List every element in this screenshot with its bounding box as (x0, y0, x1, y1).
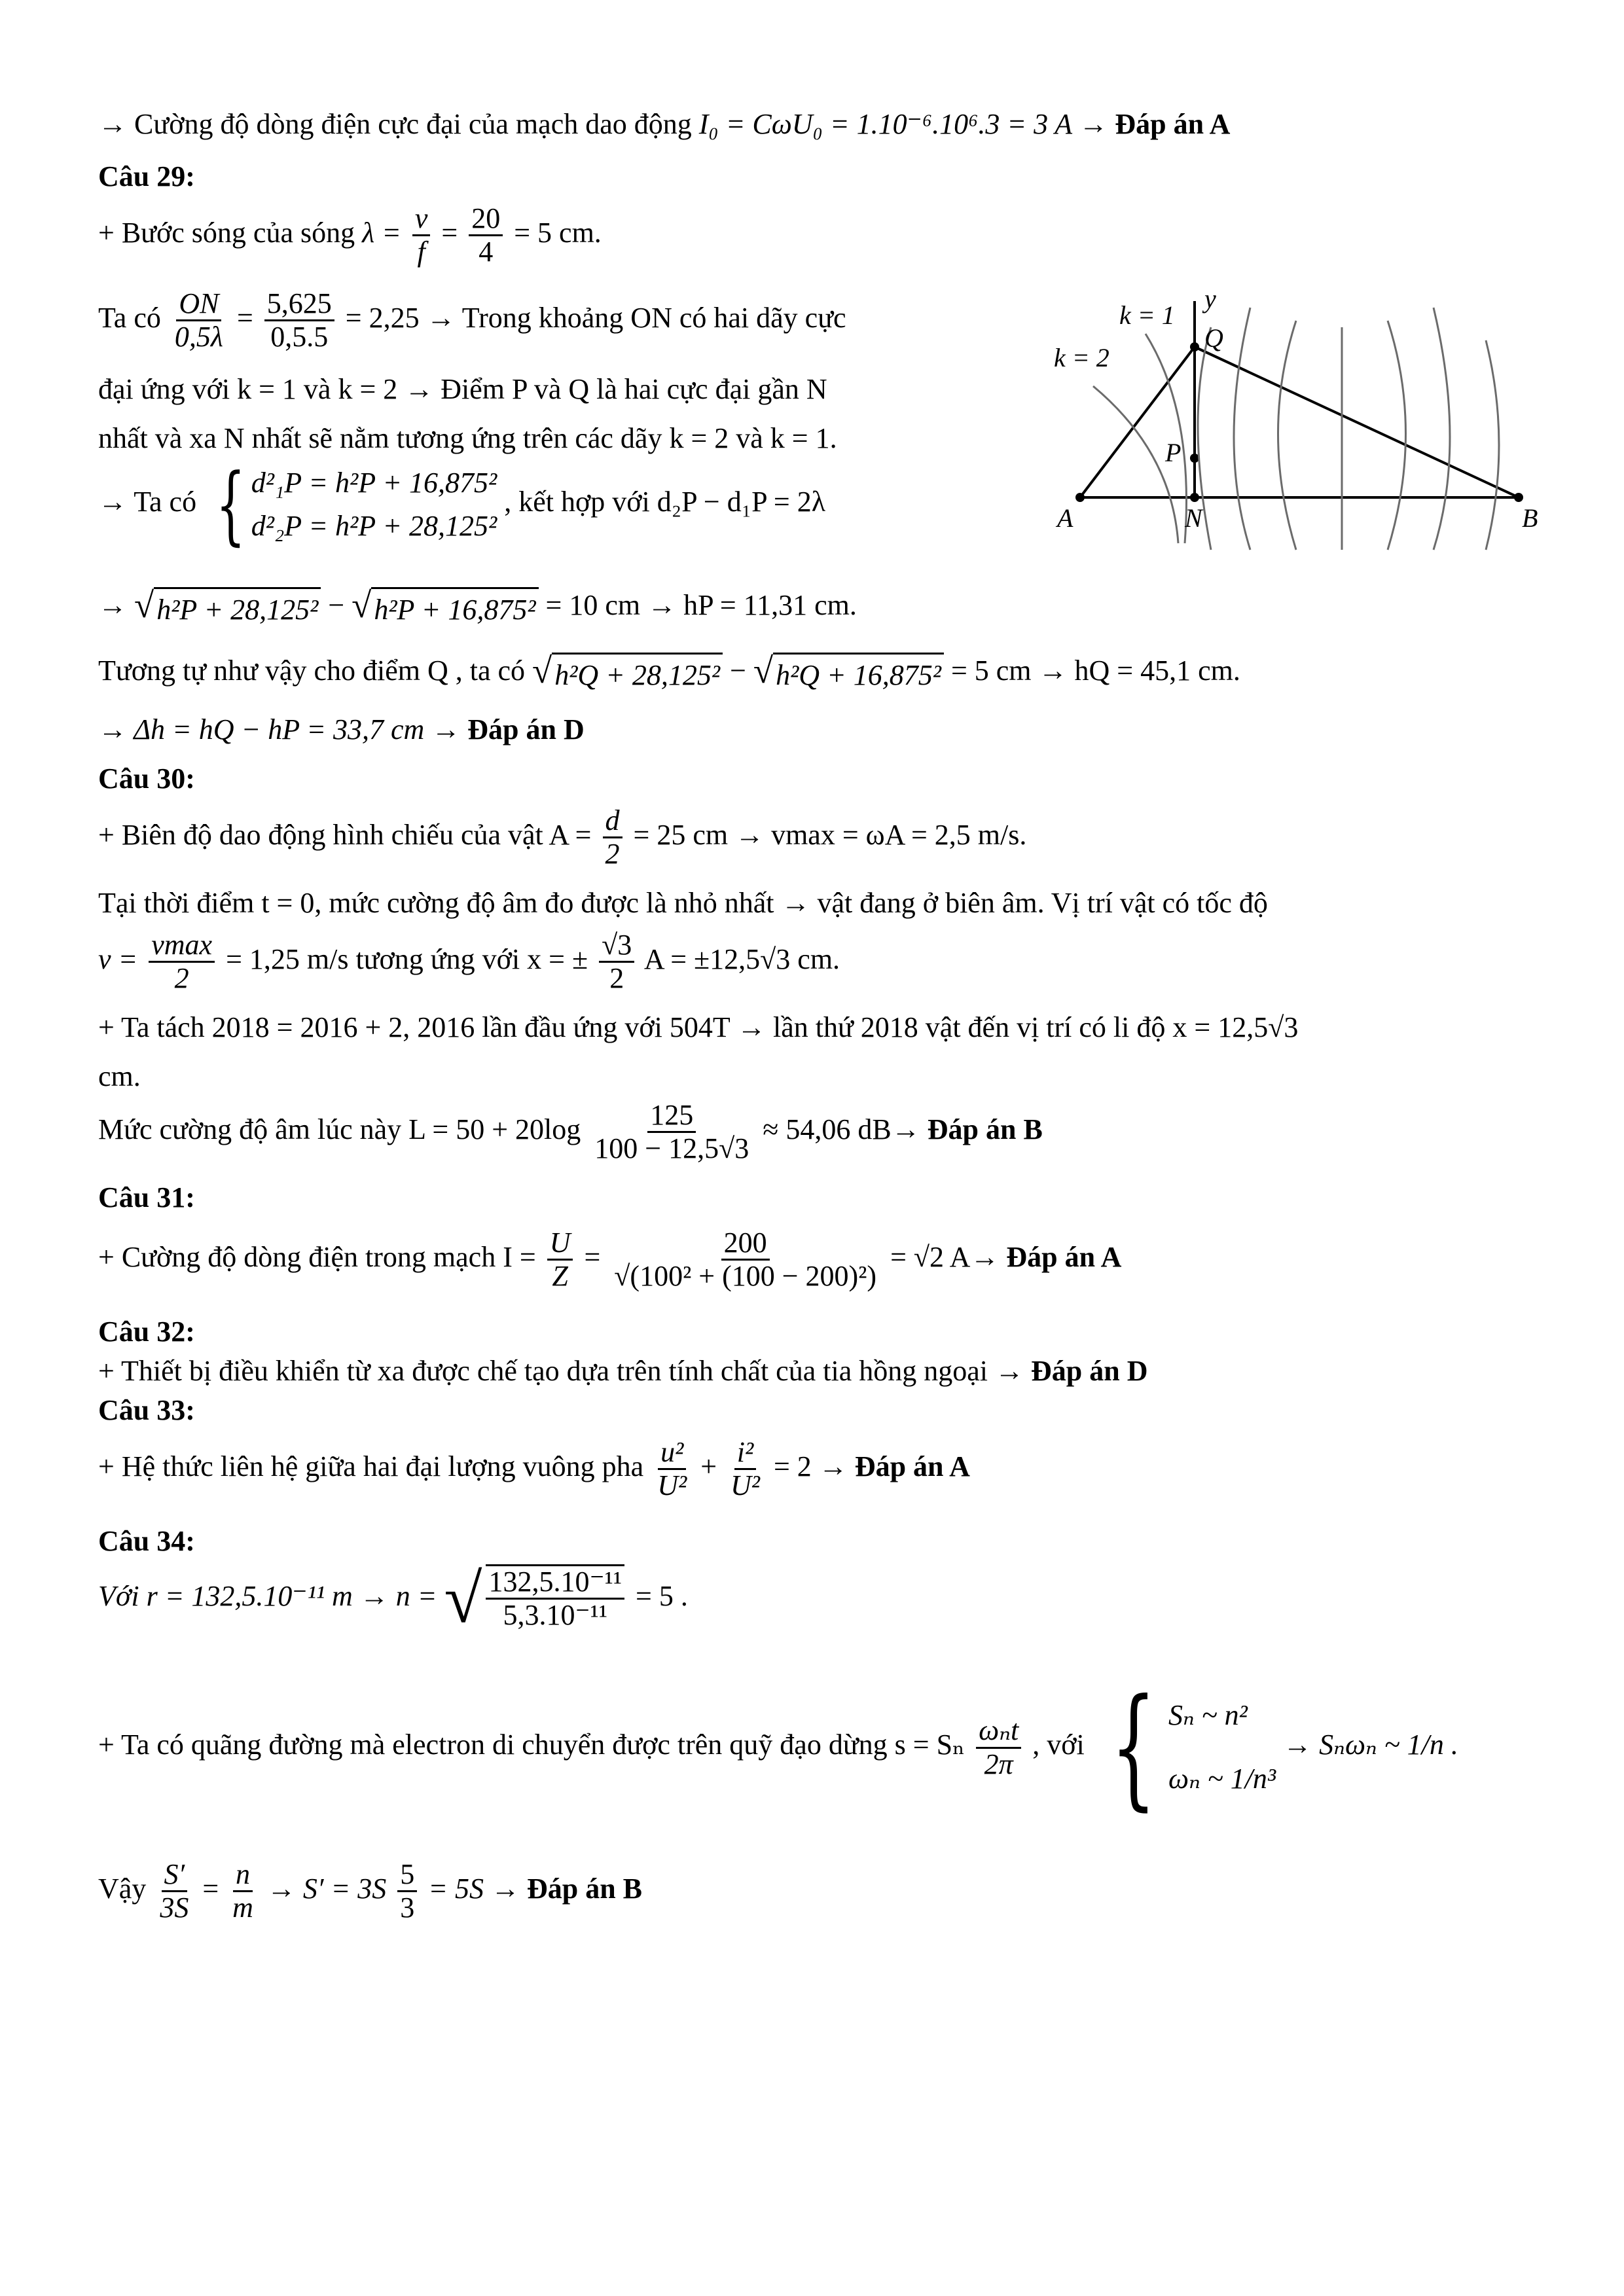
question-heading-30: Câu 30: (98, 762, 195, 795)
operator: − (328, 589, 345, 621)
sqrt: √ h²P + 28,125² (134, 587, 321, 629)
line-maxima-cont: nhất và xa N nhất sẽ nằm tương ứng trên các dãy k = 2 và k = 1. (98, 422, 837, 454)
formula: = 5S → (428, 1872, 520, 1905)
fraction: $\frac{ON}{0,5\lambda}$ (174, 287, 223, 353)
answer-label: Đáp án D (1030, 1355, 1148, 1387)
text: = 2 → (773, 1450, 848, 1482)
text: Ta có (98, 301, 161, 334)
text: + Thiết bị điều khiển từ xa được chế tạo dựa trên tính chất của tia hồng ngoại → (98, 1355, 1024, 1387)
question-heading-33: Câu 33: (98, 1394, 195, 1426)
fraction: $\frac{vmax}{2}$ (149, 929, 215, 995)
equation-system: { Sₙ ~ n² ωₙ ~ 1/n³ (1110, 1671, 1276, 1823)
text: A = ±12,5√3 cm. (643, 942, 840, 975)
fraction: $\frac{200}{\text{√(100² + (100 − 200)²)}}$ (614, 1227, 877, 1293)
line-time-zero: Tại thời điểm t = 0, mức cường độ âm đo được là nhỏ nhất → vật đang ở biên âm. Vị trí vật có tốc độ (98, 887, 1268, 919)
line-wavelength: + Bước sóng của sóng λ = $\frac{v}{f}$ = $\frac{20}{4}$ = 5 cm. (98, 202, 602, 268)
fraction: $\frac{125}{100 - 12,5√3}$ (594, 1099, 749, 1165)
text: + Biên độ dao động hình chiếu của vật A = (98, 818, 592, 851)
hyperbola-curves (1093, 308, 1499, 550)
label-k2: k = 2 (1054, 343, 1110, 372)
operator: − (730, 655, 746, 687)
line-cm: cm. (98, 1060, 141, 1092)
fraction: $\frac{n}{m}$ (232, 1858, 253, 1924)
line-hq (98, 651, 1240, 694)
label-q: Q (1204, 323, 1223, 353)
fraction: $\frac{20}{4}$ (469, 203, 503, 268)
line-sound-level (98, 1100, 1043, 1165)
fraction: $\frac{\text{i²}}{\text{U²}}$ (731, 1436, 760, 1502)
text: = 1,25 m/s tương ứng với x = ± (226, 942, 588, 975)
text: = 5 cm. (514, 216, 602, 249)
formula: I₀ = CωU₀ = 1.10⁻⁶.10⁶.3 = 3 A → (698, 108, 1108, 140)
point-b (1514, 493, 1523, 502)
line-amplitude (98, 805, 1026, 870)
sqrt: √ $\frac{\text{132,5.10⁻¹¹}}{\text{5,3.10⁻¹¹}}$ (444, 1564, 628, 1634)
formula: → Δh = hQ − hP = 33,7 cm → (98, 713, 461, 745)
formula: Với r = 132,5.10⁻¹¹ m → n = (98, 1579, 437, 1612)
fraction: $\frac{d}{2}$ (603, 805, 623, 870)
question-heading-32: Câu 32: (98, 1316, 195, 1348)
fraction: $\frac{v}{f}$ (412, 203, 431, 268)
text: Mức cường độ âm lúc này L = 50 + 20log (98, 1113, 581, 1145)
text: = 10 cm → hP = 11,31 cm. (545, 589, 857, 621)
text: , kết hợp với d₂P − d₁P = 2λ (504, 486, 826, 518)
sqrt: √ h²P + 16,875² (352, 587, 538, 629)
fraction: $\frac{\text{ωₙt}}{2\pi}$ (976, 1715, 1021, 1780)
question-heading-34: Câu 34: (98, 1525, 195, 1557)
line-velocity (98, 929, 840, 995)
fraction: $\frac{5}{3}$ (397, 1859, 417, 1924)
label-k1: k = 1 (1119, 300, 1175, 330)
line-ratio-on: Ta có $\frac{ON}{0,5\lambda}$ = $\frac{5,625}{0,5.5}$ = 2,25 → Trong khoảng ON có hai dãy cực (98, 287, 846, 353)
operator: = (202, 1872, 219, 1905)
formula: v = (98, 942, 138, 975)
answer-label: Đáp án B (526, 1872, 643, 1905)
fraction: $\frac{S'}{3S}$ (160, 1858, 189, 1924)
answer-label: Đáp án A (854, 1450, 970, 1482)
label-a: A (1057, 503, 1074, 533)
text: Tương tự như vậy cho điểm Q , ta có (98, 655, 526, 687)
fraction: $\frac{5,625}{0,5.5}$ (264, 288, 334, 353)
line-distance (98, 1671, 1458, 1823)
point-q (1190, 342, 1199, 351)
label-y: y (1204, 284, 1216, 314)
fraction: $\frac{\text{u²}}{\text{U²}}$ (657, 1436, 687, 1502)
text: + Bước sóng của sóng (98, 216, 355, 249)
line-current-max (98, 105, 1230, 143)
line-delta-h (98, 710, 585, 749)
label-b: B (1522, 503, 1538, 533)
text: = 2,25 → Trong khoảng ON có hai dãy cực (345, 301, 846, 334)
line-system (98, 455, 826, 554)
text: Vậy (98, 1872, 147, 1905)
label-n: N (1185, 503, 1202, 533)
fraction: $\frac{√3}{2}$ (599, 929, 634, 995)
formula: λ = (362, 216, 401, 249)
line-orbit-n (98, 1560, 688, 1637)
line-split-2018: + Ta tách 2018 = 2016 + 2, 2016 lần đầu ứng với 504T → lần thứ 2018 vật đến vị trí có li độ x = 12,5√3 (98, 1011, 1299, 1043)
text: = 5 . (636, 1579, 688, 1612)
sqrt: √ h²Q + 16,875² (753, 653, 944, 694)
line-current: + Cường độ dòng điện trong mạch I = $\frac{U}{Z}$ = $\frac{200}{\text{√(100² + (100 − 200)²)}}$ = √2 A→ Đáp án A (98, 1227, 1122, 1293)
question-heading-29: Câu 29: (98, 160, 195, 192)
text: + Hệ thức liên hệ giữa hai đại lượng vuông pha (98, 1450, 644, 1482)
interference-diagram (1015, 281, 1538, 556)
text: , với (1032, 1729, 1085, 1761)
line-maxima: đại ứng với k = 1 và k = 2 → Điểm P và Q là hai cực đại gần N (98, 373, 827, 405)
line-quadrature (98, 1437, 970, 1502)
answer-label: Đáp án A (1006, 1240, 1122, 1273)
answer-label: Đáp án D (467, 713, 585, 745)
text: + Cường độ dòng điện trong mạch I = (98, 1240, 536, 1273)
text: → Ta có (98, 486, 197, 518)
text: + Ta có quãng đường mà electron di chuyển được trên quỹ đạo dừng s = Sₙ (98, 1729, 965, 1761)
text: ≈ 54,06 dB→ (763, 1113, 920, 1145)
text: = 25 cm → vmax = ωA = 2,5 m/s. (633, 818, 1027, 851)
fraction: $\frac{U}{Z}$ (547, 1227, 573, 1293)
equation-system: { d²₁P = h²P + 16,875² d²₂P = h²P + 28,125² (215, 455, 497, 554)
formula: → S′ = 3S (266, 1872, 387, 1905)
text: = 5 cm → hQ = 45,1 cm. (950, 655, 1240, 687)
label-p: P (1165, 438, 1182, 467)
operator: + (700, 1450, 717, 1482)
line-infrared (98, 1352, 1147, 1390)
arrow: → (98, 589, 127, 621)
answer-label: Đáp án B (927, 1113, 1043, 1145)
answer-label: Đáp án A (1115, 108, 1231, 140)
point-n (1190, 493, 1199, 502)
line-hp (98, 586, 857, 629)
sqrt: √ h²Q + 28,125² (532, 653, 723, 694)
point-a (1075, 493, 1085, 502)
text: → Cường độ dòng điện cực đại của mạch dao động (98, 108, 692, 140)
segment-qb (1195, 347, 1519, 497)
text: = √2 A→ (890, 1240, 1000, 1273)
line-conclusion (98, 1859, 642, 1924)
formula: → Sₙωₙ ~ 1/n . (1283, 1729, 1458, 1761)
question-heading-31: Câu 31: (98, 1181, 195, 1213)
